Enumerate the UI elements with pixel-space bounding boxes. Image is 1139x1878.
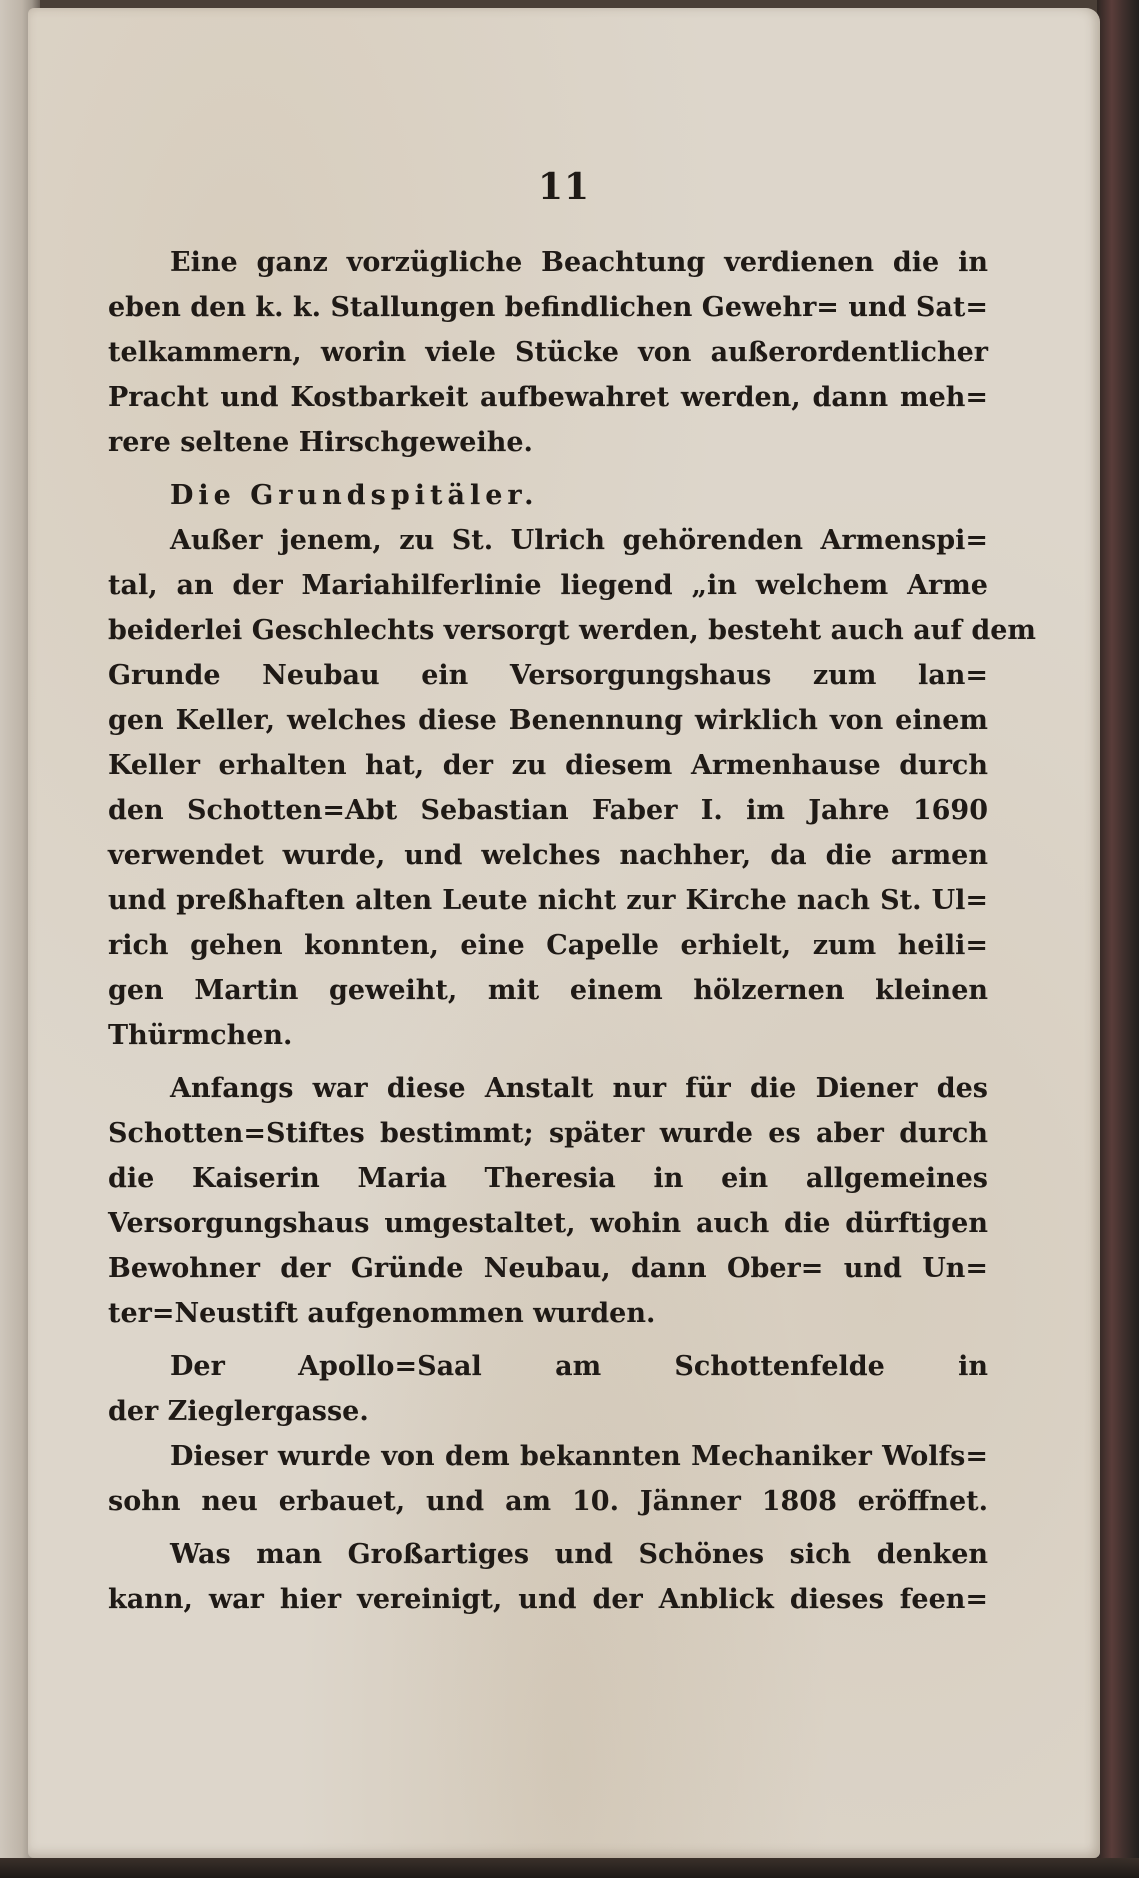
text-line: tal, an der Mariahilferlinie liegend „in welchem Arme xyxy=(108,570,988,601)
text-line: und preßhaften alten Leute nicht zur Kirche nach St. Ul= xyxy=(108,885,988,916)
page-number: 11 xyxy=(537,166,591,208)
page-text xyxy=(108,240,1036,1622)
text-line: eben den k. k. Stallungen befindlichen Gewehr= und Sat= xyxy=(108,292,988,323)
section-heading: Der Apollo=Saal am Schottenfelde in xyxy=(170,1351,988,1382)
text-line: Was man Großartiges und Schönes sich denken xyxy=(170,1539,988,1570)
book-bottom-edge xyxy=(0,1858,1139,1878)
text-line: gen Martin geweiht, mit einem hölzernen kleinen xyxy=(108,975,988,1006)
text-line: Pracht und Kostbarkeit aufbewahret werden, dann meh= xyxy=(108,382,988,413)
text-line: rere seltene Hirschgeweihe. xyxy=(108,427,533,458)
text-line: Thürmchen. xyxy=(108,1020,293,1051)
text-line: Grunde Neubau ein Versorgungshaus zum lan= xyxy=(108,660,988,691)
text-line: die Kaiserin Maria Theresia in ein allgemeines xyxy=(108,1163,988,1194)
text-line: Anfangs war diese Anstalt nur für die Diener des xyxy=(170,1073,988,1104)
text-line: Dieser wurde von dem bekannten Mechaniker Wolfs= xyxy=(170,1441,988,1472)
text-line: kann, war hier vereinigt, und der Anblick dieses feen= xyxy=(108,1584,988,1615)
text-line: gen Keller, welches diese Benennung wirklich von einem xyxy=(108,705,988,736)
text-line: Keller erhalten hat, der zu diesem Armenhause durch xyxy=(108,750,988,781)
text-line: sohn neu erbauet, und am 10. Jänner 1808 eröffnet. xyxy=(108,1486,988,1517)
text-line: ter=Neustift aufgenommen wurden. xyxy=(108,1298,656,1329)
section-heading: Die Grundspitäler. xyxy=(170,480,539,511)
section-heading-continued: der Zieglergasse. xyxy=(108,1396,369,1427)
text-line: Außer jenem, zu St. Ulrich gehörenden Armenspi= xyxy=(170,525,988,556)
text-line: telkammern, worin viele Stücke von außerordentlicher xyxy=(108,337,988,368)
text-line: rich gehen konnten, eine Capelle erhielt, zum heili= xyxy=(108,930,988,961)
text-line: verwendet wurde, und welches nachher, da die armen xyxy=(108,840,988,871)
text-line: Versorgungshaus umgestaltet, wohin auch die dürftigen xyxy=(108,1208,988,1239)
text-line: Bewohner der Gründe Neubau, dann Ober= und Un= xyxy=(108,1253,988,1284)
book-page xyxy=(28,8,1100,1858)
book-cover-edge-right xyxy=(1097,0,1139,1878)
text-line: Schotten=Stiftes bestimmt; später wurde es aber durch xyxy=(108,1118,988,1149)
text-line: Eine ganz vorzügliche Beachtung verdienen die in xyxy=(170,247,988,278)
text-line: den Schotten=Abt Sebastian Faber I. im Jahre 1690 xyxy=(108,795,988,826)
text-line: beiderlei Geschlechts versorgt werden, besteht auch auf dem xyxy=(108,615,1036,646)
